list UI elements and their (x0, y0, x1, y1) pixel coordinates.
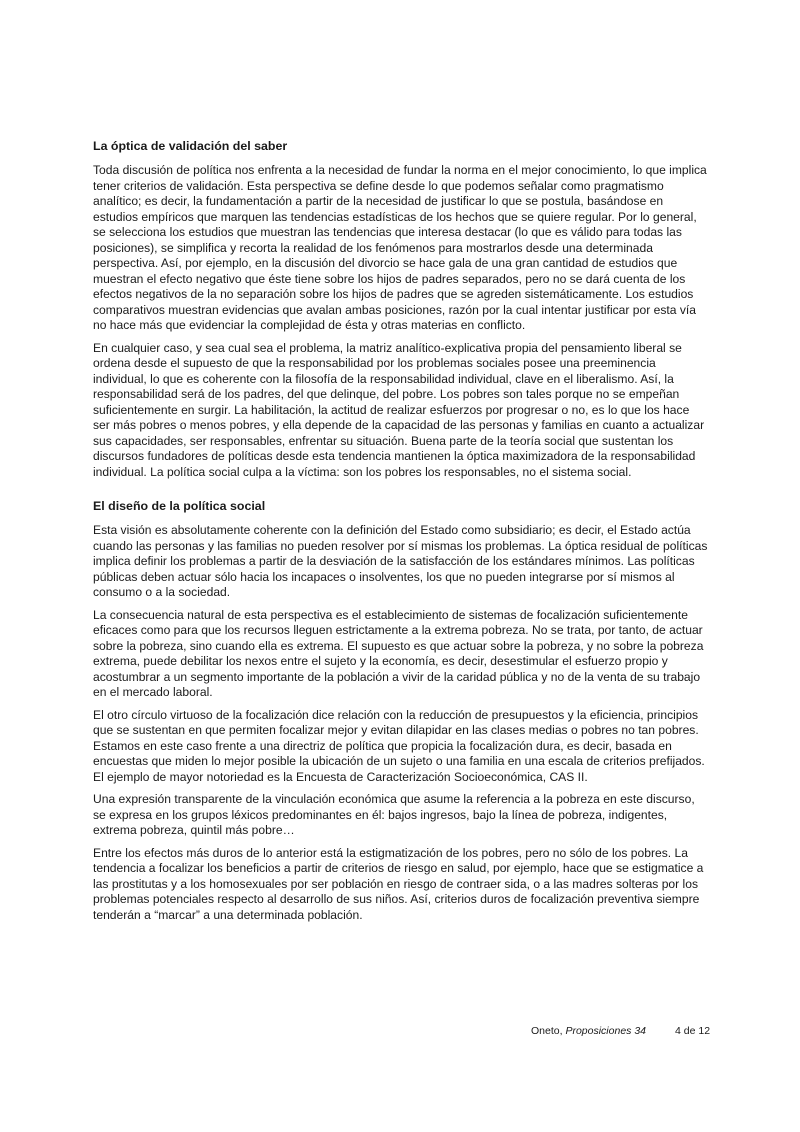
paragraph: Esta visión es absolutamente coherente con la definición del Estado como subsidiario; es decir, el Estado actúa cuando las personas y las familias no pueden resolver por sí mismas los problemas. La óptica residual de políticas implica definir los problemas a partir de la desviación de la satisfacción de los estándares mínimos. Las políticas públicas deben actuar sólo hacia los incapaces o insolventes, los que no pueden integrarse por sí mismos al consumo o a la sociedad. (93, 523, 708, 599)
paragraph: El otro círculo virtuoso de la focalización dice relación con la reducción de presupuestos y la eficiencia, principios que se sustentan en que permiten focalizar mejor y evitan dilapidar en las clases medias o pobres no tan pobres. Estamos en este caso frente a una directriz de política que propicia la focalización dura, es decir, basada en encuestas que miden lo mejor posible la ubicación de un sujeto o una familia en una escala de criterios prefijados. El ejemplo de mayor notoriedad es la Encuesta de Caracterización Socioeconómica, CAS II. (93, 707, 705, 784)
section-heading-optica: La óptica de validación del saber (93, 139, 288, 153)
footer-journal: Proposiciones 34 (565, 1025, 647, 1037)
footer-source (531, 1024, 646, 1038)
paragraph: Entre los efectos más duros de lo anterior está la estigmatización de los pobres, pero no sólo de los pobres. La tendencia a focalizar los beneficios a partir de criterios de riesgo en salud, por ejemplo, hace que se estigmatice a las prostitutas y a los homosexuales por ser población en riesgo de contraer sida, o a las madres solteras por los problemas potenciales respecto al desarrollo de sus niños. Así, criterios duros de focalización preventiva siempre tenderán a “marcar” a una determinada población. (93, 845, 704, 922)
paragraph: Toda discusión de política nos enfrenta a la necesidad de fundar la norma en el mejor conocimiento, lo que implica tener criterios de validación. Esta perspectiva se define desde lo que podemos señalar como pragmatismo analítico; es decir, la fundamentación a partir de la necesidad de justificar lo que se postula, basándose en estudios empíricos que marquen las tendencias estadísticas de los hechos que se quiere regular. Por lo general, se selecciona los estudios que muestran las tendencias que interesa destacar (lo que es válido para todas las posiciones), se simplifica y recorta la realidad de los fenómenos para mostrarlos desde una determinada perspectiva. Así, por ejemplo, en la discusión del divorcio se hace gala de una gran cantidad de estudios que muestran el efecto negativo que éste tiene sobre los hijos de padres separados, pero no se dará cuenta de los efectos negativos de la no separación sobre los hijos de padres que se agreden sistemáticamente. Los estudios comparativos muestran evidencias que avalan ambas posiciones, razón por la cual intentar justificar por esta vía no hace más que evidenciar la complejidad de ésta y otras materias en conflicto. (93, 163, 707, 332)
document-body (93, 138, 708, 930)
paragraph: Una expresión transparente de la vinculación económica que asume la referencia a la pobreza en este discurso, se expresa en los grupos léxicos predominantes en él: bajos ingresos, bajo la línea de pobreza, indigentes, extrema pobreza, quintil más pobre… (93, 792, 695, 837)
paragraph: En cualquier caso, y sea cual sea el problema, la matriz analítico-explicativa propia del pensamiento liberal se ordena desde el supuesto de que la responsabilidad por los problemas sociales posee una preeminencia individual, lo que es coherente con la filosofía de la responsabilidad individual, clave en el liberalismo. Así, la responsabilidad será de los padres, del que delinque, del pobre. Los pobres son tales porque no se empeñan suficientemente en surgir. La habilitación, la actitud de realizar esfuerzos por progresar o no, es lo que los hace ser más pobres o menos pobres, y ella depende de la capacidad de las personas y familias en cuanto a actualizar sus capacidades, ser responsables, enfrentar su situación. Buena parte de la teoría social que sustentan los discursos fundadores de políticas desde esta tendencia mantienen la óptica maximizadora de la responsabilidad individual. La política social culpa a la víctima: son los pobres los responsables, no el sistema social. (93, 340, 705, 479)
section-heading-diseno: El diseño de la política social (93, 499, 266, 513)
footer-author: Oneto, (531, 1025, 566, 1037)
page-number: 4 de 12 (675, 1025, 711, 1037)
paragraph: La consecuencia natural de esta perspectiva es el establecimiento de sistemas de focalización suficientemente eficaces como para que los recursos lleguen estrictamente a la extrema pobreza. No se trata, por tanto, de actuar sobre la pobreza, sino cuando ella es extrema. El supuesto es que actuar sobre la pobreza, y no sobre la pobreza extrema, puede debilitar los nexos entre el sujeto y la economía, es decir, desestimular el esfuerzo propio y acostumbrar a un segmento importante de la población a vivir de la caridad pública y no de la venta de su trabajo en el mercado laboral. (93, 607, 704, 699)
